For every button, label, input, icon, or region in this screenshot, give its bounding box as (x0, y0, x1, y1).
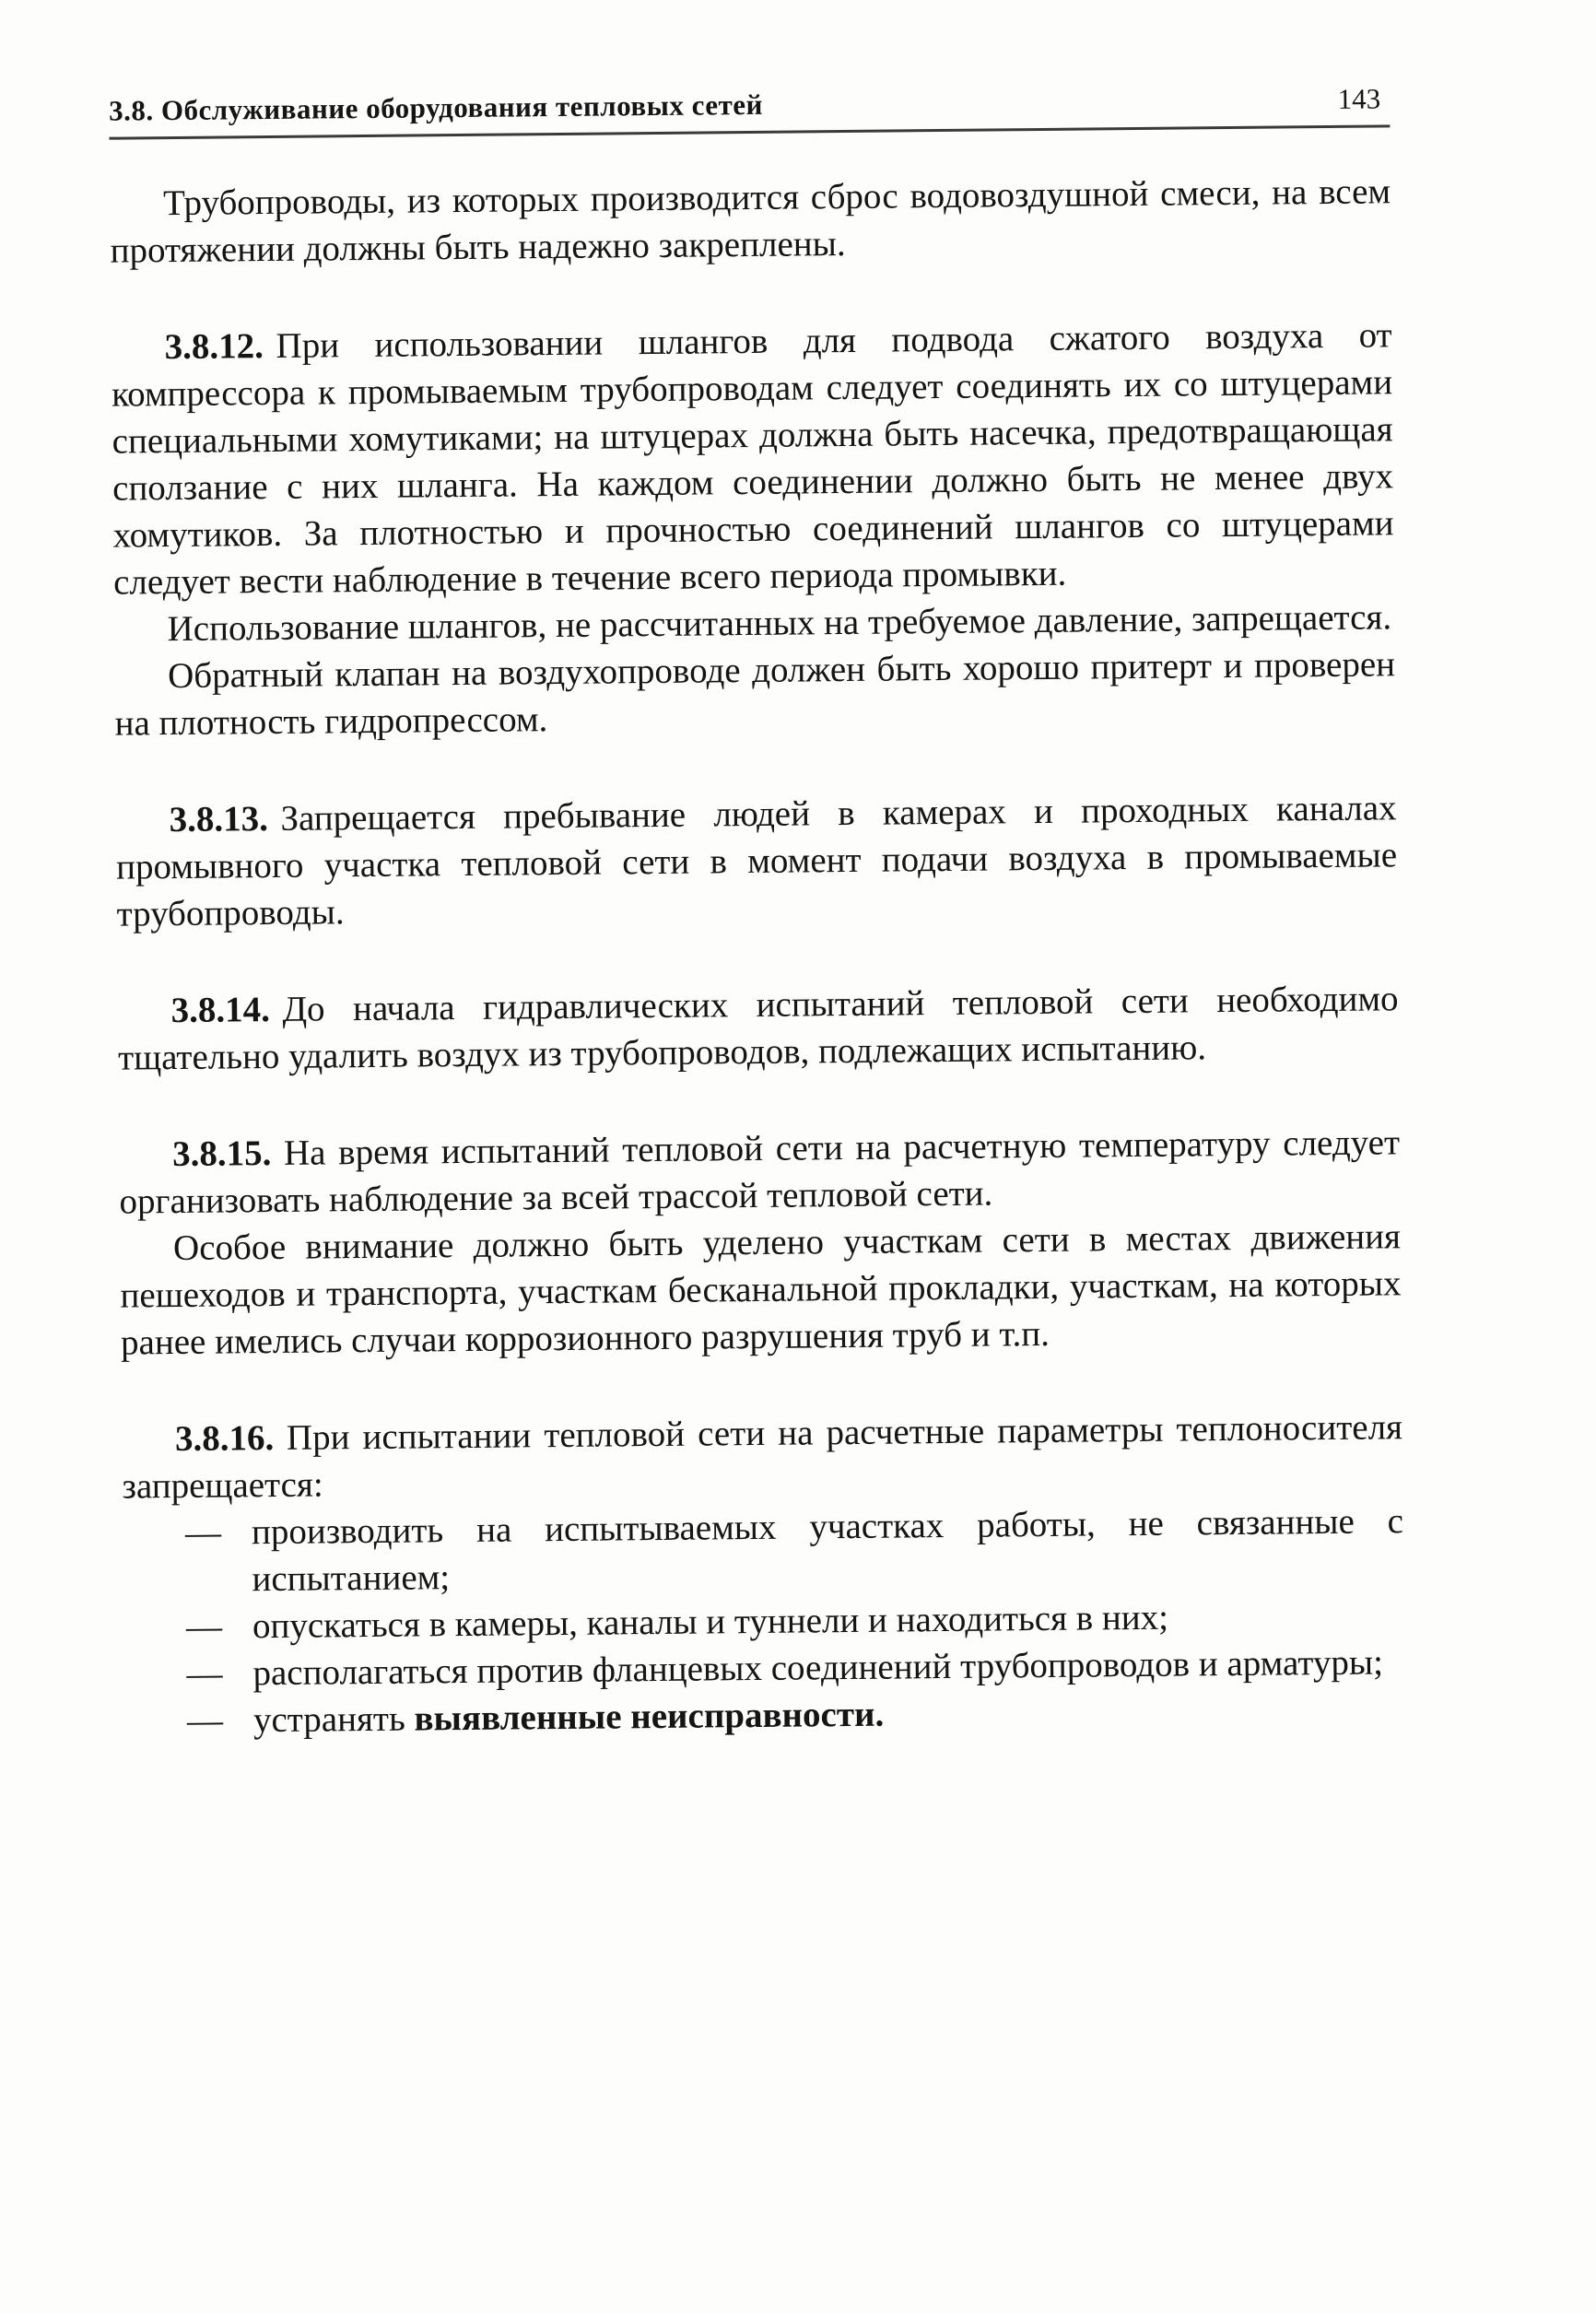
clause-text: При использовании шлангов для подвода сжатого воздуха от компрессора к промываемым трубопроводам следует соединять их со штуцерами специальными хомутиками; на штуцерах должна быть насечка, предотвращающая сползание с них шланга. На каждом соединении должно быть не менее двух хомутиков. За плотностью и прочностью соединений шлангов со штуцерами следует вести наблюдение в течение всего периода промывки. (111, 315, 1394, 603)
clause-text: Запрещается пребывание людей в камерах и проходных каналах промывного участка тепловой сети в момент подачи воздуха в промываемые трубопроводы. (115, 788, 1398, 934)
section-header: 3.8. Обслуживание оборудования тепловых сетей (109, 88, 764, 127)
clause-3-8-13 (115, 784, 1397, 937)
clause-3-8-15 (119, 1119, 1401, 1225)
list-item-text: устранять (252, 1698, 415, 1741)
list-item-text: производить на испытываемых участках работы, не связанные с испытанием; (251, 1501, 1404, 1600)
dash-marker: — (186, 1653, 223, 1694)
clause-text: При испытании тепловой сети на расчетные параметры теплоносителя запрещается: (122, 1407, 1403, 1507)
dash-marker: — (186, 1700, 224, 1741)
paragraph-valve (114, 640, 1396, 746)
document-body (110, 168, 1405, 1744)
paragraph-text: Использование шлангов, не рассчитанных на требуемое давление, запрещается. (167, 597, 1392, 650)
paragraph-attention (120, 1213, 1402, 1366)
paragraph-intro (110, 168, 1391, 274)
paragraph-text: Особое внимание должно быть уделено участкам сети в местах движения пешеходов и транспорта, участкам бесканальной прокладки, участкам, на которых ранее имелись случаи коррозионного разрушения труб и т.п. (120, 1216, 1402, 1363)
list-item-text: располагаться против фланцевых соединений трубопроводов и арматуры; (252, 1642, 1384, 1694)
clause-text: До начала гидравлических испытаний тепловой сети необходимо тщательно удалить воздух из трубопроводов, подлежащих испытанию. (117, 979, 1399, 1078)
dash-marker: — (184, 1512, 222, 1553)
list-item-bold-text: выявленные неисправности. (414, 1694, 885, 1739)
clause-number: 3.8.16. (174, 1418, 275, 1460)
dash-marker: — (185, 1606, 223, 1647)
clause-3-8-12 (111, 311, 1394, 605)
paragraph-text: Обратный клапан на воздухопроводе должен быть хорошо притерт и проверен на плотность гидропрессом. (114, 644, 1396, 744)
scanned-content (109, 82, 1405, 1744)
clause-number: 3.8.12. (164, 326, 264, 368)
clause-number: 3.8.13. (169, 799, 269, 840)
dash-list (123, 1497, 1405, 1744)
clause-number: 3.8.14. (170, 990, 271, 1031)
page-header (109, 82, 1390, 139)
clause-3-8-16 (122, 1403, 1403, 1509)
list-item-text: опускаться в камеры, каналы и туннели и находиться в них; (252, 1597, 1169, 1647)
clause-text: На время испытаний тепловой сети на расчетную температуру следует организовать наблюдение за всей трассой тепловой сети. (119, 1122, 1401, 1222)
clause-number: 3.8.15. (171, 1133, 272, 1175)
clause-3-8-14 (117, 975, 1399, 1081)
page-number: 143 (1337, 82, 1381, 115)
list-item (123, 1497, 1404, 1603)
paragraph-text: Трубопроводы, из которых производится сброс водовоздушной смеси, на всем протяжении должны быть надежно закреплены. (110, 171, 1391, 271)
